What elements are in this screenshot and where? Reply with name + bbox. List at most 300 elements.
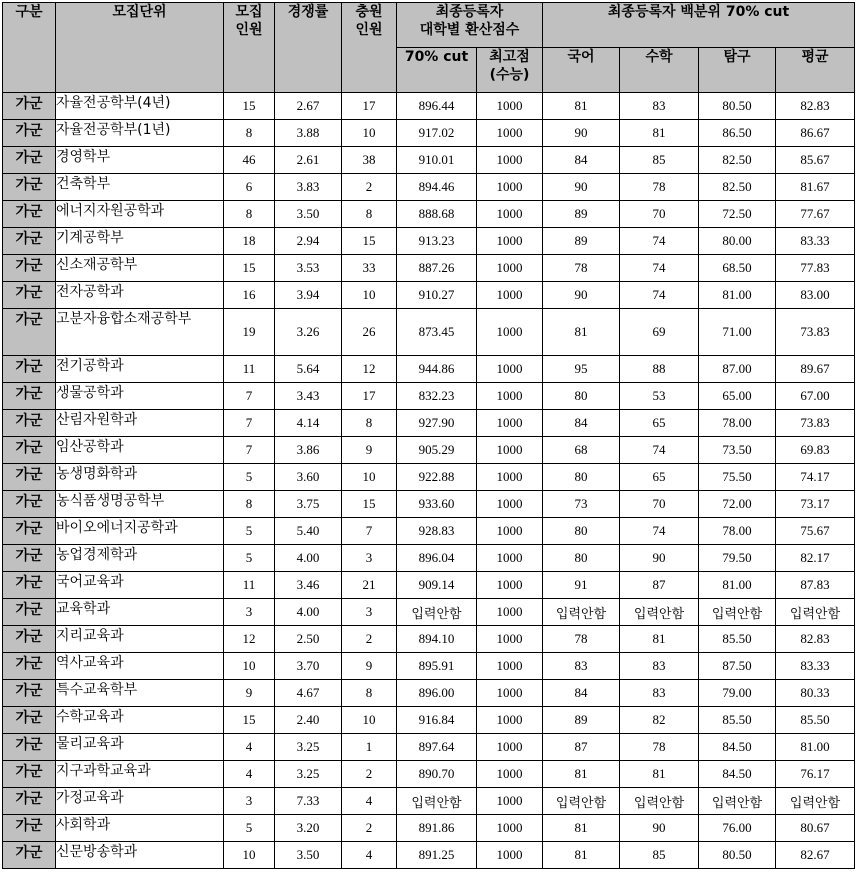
row-cut70: 928.83 [397,518,477,545]
row-math: 88 [620,356,699,383]
row-cut70: 895.91 [397,653,477,680]
row-math: 78 [620,174,699,201]
row-explore: 79.50 [699,545,776,572]
row-extra: 9 [342,437,397,464]
row-explore: 84.50 [699,761,776,788]
row-average: 76.17 [776,761,855,788]
row-math: 69 [620,309,699,356]
row-cut70: 896.04 [397,545,477,572]
row-cut70: 888.68 [397,201,477,228]
table-row [3,383,855,410]
row-explore: 80.50 [699,93,776,120]
table-row [3,572,855,599]
row-average: 입력안함 [776,788,855,815]
row-average: 87.83 [776,572,855,599]
row-quota: 4 [224,761,275,788]
row-rate: 3.25 [275,761,342,788]
row-korean: 95 [543,356,620,383]
row-cut70: 832.23 [397,383,477,410]
row-max: 1000 [477,282,543,309]
row-math: 90 [620,545,699,572]
table-row [3,734,855,761]
row-unit: 특수교육학부 [56,680,224,707]
row-max: 1000 [477,572,543,599]
table-row [3,842,855,869]
row-korean: 89 [543,201,620,228]
row-rate: 7.33 [275,788,342,815]
row-extra: 3 [342,545,397,572]
row-group: 가군 [3,572,56,599]
row-group: 가군 [3,842,56,869]
row-group: 가군 [3,410,56,437]
row-unit: 물리교육과 [56,734,224,761]
row-quota: 8 [224,201,275,228]
row-max: 1000 [477,309,543,356]
row-explore: 87.50 [699,653,776,680]
row-cut70: 890.70 [397,761,477,788]
row-quota: 8 [224,491,275,518]
row-average: 83.33 [776,653,855,680]
row-cut70: 933.60 [397,491,477,518]
row-korean: 81 [543,309,620,356]
row-group: 가군 [3,437,56,464]
row-explore: 입력안함 [699,599,776,626]
row-cut70: 910.27 [397,282,477,309]
row-quota: 7 [224,410,275,437]
row-extra: 8 [342,680,397,707]
table-row [3,518,855,545]
row-average: 82.83 [776,93,855,120]
row-unit: 신소재공학부 [56,255,224,282]
row-explore: 85.50 [699,626,776,653]
row-quota: 10 [224,842,275,869]
row-cut70: 927.90 [397,410,477,437]
header-conv-line2: 대학별 환산점수 [419,22,520,38]
table-row [3,545,855,572]
row-math: 74 [620,282,699,309]
row-korean: 80 [543,518,620,545]
row-extra: 9 [342,653,397,680]
row-explore: 82.50 [699,174,776,201]
row-cut70: 897.64 [397,734,477,761]
row-math: 83 [620,93,699,120]
row-cut70: 891.86 [397,815,477,842]
row-explore: 입력안함 [699,788,776,815]
row-explore: 73.50 [699,437,776,464]
row-unit: 역사교육과 [56,653,224,680]
row-quota: 7 [224,383,275,410]
row-explore: 86.50 [699,120,776,147]
row-group: 가군 [3,707,56,734]
row-math: 90 [620,815,699,842]
row-group: 가군 [3,383,56,410]
row-extra: 4 [342,842,397,869]
row-quota: 16 [224,282,275,309]
row-math: 83 [620,680,699,707]
row-explore: 84.50 [699,734,776,761]
row-max: 1000 [477,491,543,518]
row-extra: 26 [342,309,397,356]
row-korean: 91 [543,572,620,599]
header-quota [224,3,275,93]
row-quota: 5 [224,518,275,545]
row-extra: 12 [342,356,397,383]
row-cut70: 894.10 [397,626,477,653]
row-korean: 84 [543,147,620,174]
row-korean: 90 [543,282,620,309]
header-unit: 모집단위 [56,3,224,93]
row-average: 82.17 [776,545,855,572]
row-math: 74 [620,518,699,545]
header-cut70: 70% cut [397,48,477,93]
row-korean: 78 [543,255,620,282]
row-korean: 90 [543,120,620,147]
row-unit: 자율전공학부(4년) [56,93,224,120]
row-rate: 2.67 [275,93,342,120]
row-group: 가군 [3,228,56,255]
table-row [3,653,855,680]
row-rate: 5.40 [275,518,342,545]
row-cut70: 916.84 [397,707,477,734]
table-row [3,174,855,201]
row-cut70: 913.23 [397,228,477,255]
table-body [3,93,855,869]
row-rate: 4.00 [275,599,342,626]
row-average: 82.83 [776,626,855,653]
row-rate: 3.75 [275,491,342,518]
row-korean: 87 [543,734,620,761]
table-row [3,680,855,707]
row-extra: 38 [342,147,397,174]
row-rate: 3.50 [275,201,342,228]
row-korean: 89 [543,707,620,734]
row-max: 1000 [477,545,543,572]
row-group: 가군 [3,653,56,680]
row-cut70: 917.02 [397,120,477,147]
header-converted-score [397,3,543,48]
row-group: 가군 [3,147,56,174]
row-quota: 10 [224,653,275,680]
row-explore: 65.00 [699,383,776,410]
row-explore: 76.00 [699,815,776,842]
row-rate: 3.53 [275,255,342,282]
header-conv-line1: 최종등록자 [435,4,504,20]
row-cut70: 891.25 [397,842,477,869]
row-group: 가군 [3,734,56,761]
row-quota: 15 [224,255,275,282]
row-unit: 국어교육과 [56,572,224,599]
table-row [3,120,855,147]
row-max: 1000 [477,815,543,842]
table-row [3,282,855,309]
row-max: 1000 [477,788,543,815]
table-row [3,437,855,464]
row-extra: 10 [342,707,397,734]
row-unit: 수학교육과 [56,707,224,734]
row-max: 1000 [477,518,543,545]
table-row [3,309,855,356]
row-group: 가군 [3,491,56,518]
row-extra: 1 [342,734,397,761]
row-max: 1000 [477,174,543,201]
row-quota: 6 [224,174,275,201]
row-rate: 2.94 [275,228,342,255]
row-average: 89.67 [776,356,855,383]
row-quota: 19 [224,309,275,356]
row-math: 70 [620,491,699,518]
row-extra: 17 [342,93,397,120]
row-math: 85 [620,842,699,869]
row-unit: 농식품생명공학부 [56,491,224,518]
row-extra: 8 [342,201,397,228]
row-quota: 7 [224,437,275,464]
row-rate: 3.46 [275,572,342,599]
row-rate: 3.43 [275,383,342,410]
row-explore: 80.50 [699,842,776,869]
row-max: 1000 [477,383,543,410]
row-explore: 85.50 [699,707,776,734]
row-group: 가군 [3,545,56,572]
row-group: 가군 [3,518,56,545]
header-explore: 탐구 [699,48,776,93]
row-average: 85.67 [776,147,855,174]
row-math: 입력안함 [620,788,699,815]
row-explore: 78.00 [699,410,776,437]
row-cut70: 944.86 [397,356,477,383]
row-extra: 4 [342,788,397,815]
row-group: 가군 [3,120,56,147]
row-extra: 2 [342,761,397,788]
row-quota: 3 [224,599,275,626]
table-row [3,228,855,255]
row-unit: 사회학과 [56,815,224,842]
row-unit: 자율전공학부(1년) [56,120,224,147]
header-quota-line1: 모집 [235,4,263,20]
row-max: 1000 [477,707,543,734]
row-max: 1000 [477,599,543,626]
row-math: 81 [620,626,699,653]
row-explore: 68.50 [699,255,776,282]
row-average: 입력안함 [776,599,855,626]
row-rate: 3.94 [275,282,342,309]
row-cut70: 873.45 [397,309,477,356]
row-group: 가군 [3,599,56,626]
row-explore: 87.00 [699,356,776,383]
row-average: 80.33 [776,680,855,707]
row-unit: 바이오에너지공학과 [56,518,224,545]
row-math: 85 [620,147,699,174]
row-extra: 10 [342,120,397,147]
row-group: 가군 [3,282,56,309]
row-rate: 4.67 [275,680,342,707]
row-unit: 건축학부 [56,174,224,201]
row-extra: 2 [342,174,397,201]
row-quota: 4 [224,734,275,761]
row-max: 1000 [477,410,543,437]
table-row [3,464,855,491]
row-max: 1000 [477,761,543,788]
row-group: 가군 [3,255,56,282]
row-max: 1000 [477,255,543,282]
row-explore: 81.00 [699,282,776,309]
row-cut70: 896.44 [397,93,477,120]
row-extra: 2 [342,626,397,653]
row-rate: 4.14 [275,410,342,437]
row-math: 82 [620,707,699,734]
row-rate: 2.61 [275,147,342,174]
row-average: 83.33 [776,228,855,255]
row-quota: 46 [224,147,275,174]
table-row [3,410,855,437]
row-extra: 2 [342,815,397,842]
row-average: 80.67 [776,815,855,842]
header-average: 평균 [776,48,855,93]
row-unit: 에너지자원공학과 [56,201,224,228]
row-explore: 71.00 [699,309,776,356]
table-row [3,815,855,842]
row-quota: 5 [224,545,275,572]
row-extra: 15 [342,228,397,255]
row-korean: 78 [543,626,620,653]
row-max: 1000 [477,228,543,255]
row-extra: 10 [342,464,397,491]
row-korean: 80 [543,383,620,410]
row-group: 가군 [3,761,56,788]
header-group: 구분 [3,3,56,93]
row-extra: 17 [342,383,397,410]
row-korean: 84 [543,410,620,437]
row-group: 가군 [3,788,56,815]
row-explore: 78.00 [699,518,776,545]
header-max-line2: (수능) [489,67,530,83]
row-rate: 3.86 [275,437,342,464]
row-math: 입력안함 [620,599,699,626]
row-average: 69.83 [776,437,855,464]
row-extra: 7 [342,518,397,545]
header-math: 수학 [620,48,699,93]
row-max: 1000 [477,653,543,680]
row-quota: 3 [224,788,275,815]
row-math: 53 [620,383,699,410]
row-group: 가군 [3,464,56,491]
header-max [477,48,543,93]
table-row [3,356,855,383]
row-group: 가군 [3,201,56,228]
row-group: 가군 [3,93,56,120]
row-korean: 81 [543,815,620,842]
row-cut70: 905.29 [397,437,477,464]
row-max: 1000 [477,93,543,120]
row-unit: 전기공학과 [56,356,224,383]
row-korean: 입력안함 [543,599,620,626]
row-quota: 15 [224,93,275,120]
row-extra: 10 [342,282,397,309]
row-rate: 3.70 [275,653,342,680]
row-korean: 80 [543,464,620,491]
row-rate: 4.00 [275,545,342,572]
row-math: 74 [620,437,699,464]
row-unit: 경영학부 [56,147,224,174]
row-math: 74 [620,255,699,282]
row-cut70: 910.01 [397,147,477,174]
row-extra: 15 [342,491,397,518]
header-extra [342,3,397,93]
row-group: 가군 [3,680,56,707]
header-extra-line2: 인원 [355,22,383,38]
row-math: 81 [620,120,699,147]
row-average: 75.67 [776,518,855,545]
row-math: 65 [620,410,699,437]
row-cut70: 입력안함 [397,788,477,815]
row-quota: 15 [224,707,275,734]
row-math: 78 [620,734,699,761]
row-average: 73.83 [776,309,855,356]
row-average: 74.17 [776,464,855,491]
row-group: 가군 [3,356,56,383]
row-average: 85.50 [776,707,855,734]
row-group: 가군 [3,309,56,356]
row-group: 가군 [3,815,56,842]
row-unit: 산림자원학과 [56,410,224,437]
row-explore: 72.00 [699,491,776,518]
row-extra: 3 [342,599,397,626]
row-rate: 3.83 [275,174,342,201]
row-unit: 가정교육과 [56,788,224,815]
row-math: 65 [620,464,699,491]
row-quota: 11 [224,356,275,383]
row-explore: 80.00 [699,228,776,255]
table-row [3,761,855,788]
row-cut70: 909.14 [397,572,477,599]
row-quota: 5 [224,464,275,491]
row-korean: 68 [543,437,620,464]
row-average: 82.67 [776,842,855,869]
row-unit: 지구과학교육과 [56,761,224,788]
row-unit: 전자공학과 [56,282,224,309]
row-max: 1000 [477,842,543,869]
row-quota: 9 [224,680,275,707]
table-row [3,788,855,815]
header-percentile: 최종등록자 백분위 70% cut [543,3,855,48]
row-cut70: 896.00 [397,680,477,707]
header-rate: 경쟁률 [275,3,342,93]
header-quota-line2: 인원 [235,22,263,38]
row-cut70: 887.26 [397,255,477,282]
row-explore: 75.50 [699,464,776,491]
header-korean: 국어 [543,48,620,93]
row-korean: 81 [543,761,620,788]
row-cut70: 입력안함 [397,599,477,626]
row-max: 1000 [477,201,543,228]
row-quota: 11 [224,572,275,599]
row-quota: 5 [224,815,275,842]
row-average: 83.00 [776,282,855,309]
row-math: 74 [620,228,699,255]
row-korean: 81 [543,93,620,120]
row-explore: 82.50 [699,147,776,174]
row-rate: 5.64 [275,356,342,383]
row-average: 81.67 [776,174,855,201]
row-average: 73.83 [776,410,855,437]
table-row [3,707,855,734]
header-extra-line1: 충원 [355,4,383,20]
row-unit: 농생명화학과 [56,464,224,491]
table-row [3,255,855,282]
row-rate: 3.60 [275,464,342,491]
row-group: 가군 [3,174,56,201]
table-row [3,599,855,626]
row-math: 81 [620,761,699,788]
